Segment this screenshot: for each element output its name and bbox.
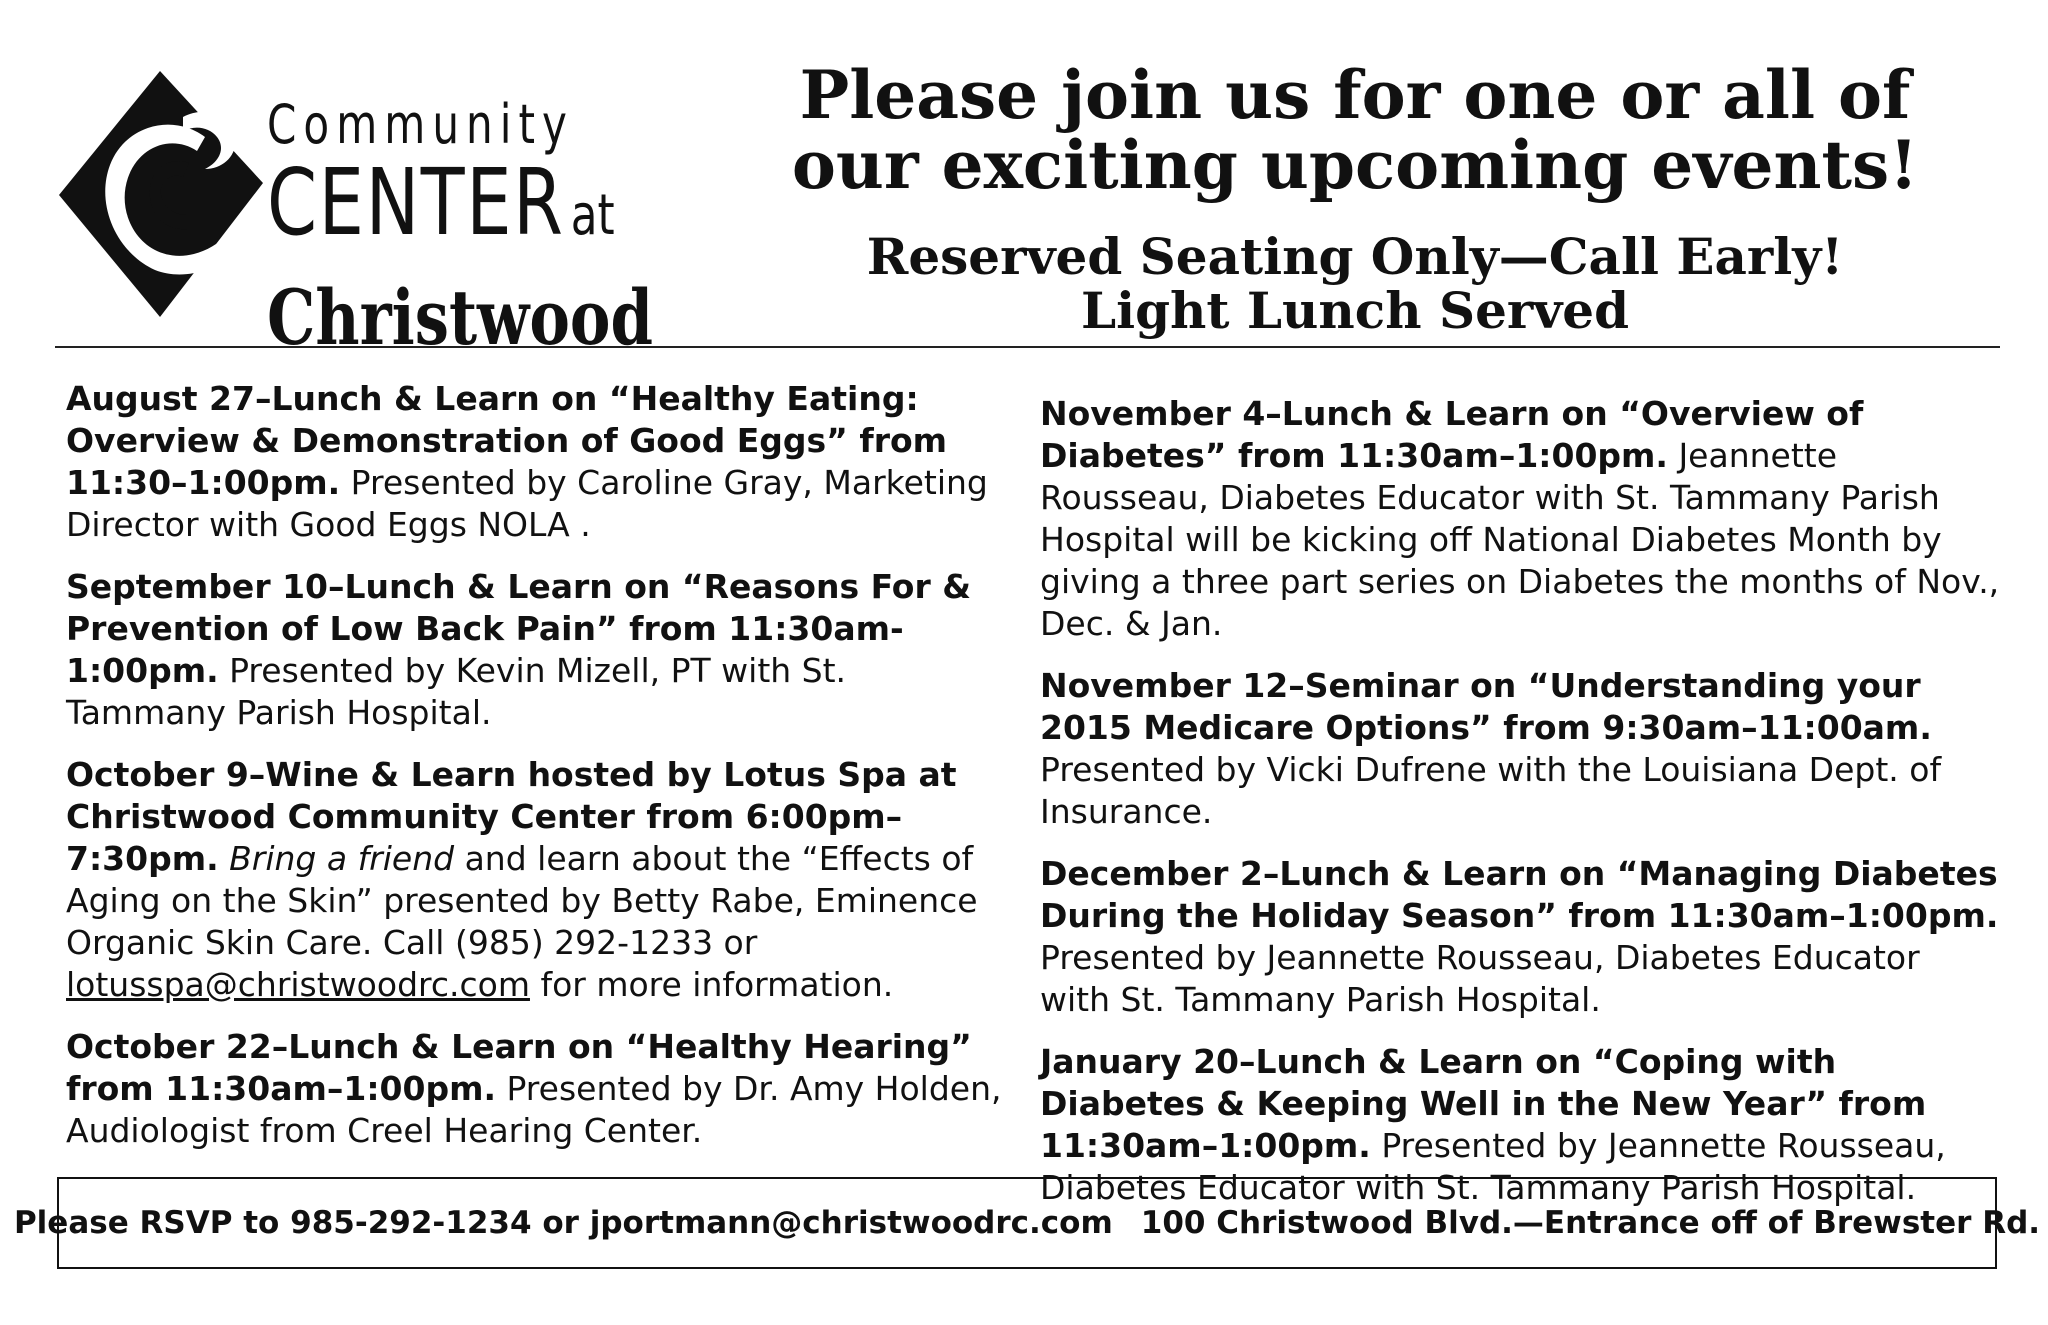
event-details: Presented by Dr. Amy Holden, Audiologist from Creel Hearing Center. xyxy=(66,1069,1002,1150)
lotus-spa-email-link[interactable]: lotusspa@christwoodrc.com xyxy=(66,965,530,1004)
logo-word-community: Community xyxy=(267,93,574,156)
event-title: September 10–Lunch & Learn on “Reasons For & Prevention of Low Back Pain” from 11:30am-1:00pm. xyxy=(66,567,972,690)
event-title: October 9–Wine & Learn hosted by Lotus Spa at Christwood Community Center from 6:00pm–7:30pm. xyxy=(66,755,957,878)
event-details: and learn about the “Effects of Aging on the Skin” presented by Betty Rabe, Eminence Organic Skin Care. Call (985) 292-1233 or xyxy=(66,839,978,962)
header-divider xyxy=(55,346,2000,348)
events-left-column xyxy=(66,378,1006,1172)
event-details: Presented by Jeannette Rousseau, Diabetes Educator with St. Tammany Parish Hospital. xyxy=(1040,1126,1946,1207)
event-title: January 20–Lunch & Learn on “Coping with Diabetes & Keeping Well in the New Year” from 11:30am–1:00pm. xyxy=(1040,1042,1927,1165)
event-item xyxy=(1040,853,2000,1021)
event-details: Presented by Vicki Dufrene with the Louisiana Dept. of Insurance. xyxy=(1040,750,1942,831)
headline-line-1: Please join us for one or all of xyxy=(799,56,1911,134)
address-text: 100 Christwood Blvd.—Entrance off of Brewster Rd. xyxy=(1140,1205,2041,1241)
event-details: Jeannette Rousseau, Diabetes Educator with St. Tammany Parish Hospital will be kicking off National Diabetes Month by giving a three part series on Diabetes the months of Nov., Dec. & Jan. xyxy=(1040,436,2000,643)
subheadline-seating: Reserved Seating Only—Call Early! xyxy=(866,227,1844,286)
diamond-c-logo-icon xyxy=(55,65,270,325)
logo-word-christwood: Christwood xyxy=(267,273,653,362)
subheadline-lunch: Light Lunch Served xyxy=(1080,281,1630,340)
rsvp-text: Please RSVP to 985-292-1234 or jportmann@christwoodrc.com xyxy=(13,1205,1113,1241)
headline-line-2: our exciting upcoming events! xyxy=(791,126,1919,204)
logo-word-center xyxy=(267,149,615,278)
headline xyxy=(770,56,1940,204)
event-title: August 27–Lunch & Learn on “Healthy Eating: Overview & Demonstration of Good Eggs” from 11:30–1:00pm. xyxy=(66,379,948,502)
event-title: November 4–Lunch & Learn on “Overview of Diabetes” from 11:30am–1:00pm. xyxy=(1040,394,1864,475)
event-emphasis: Bring a friend xyxy=(229,839,455,878)
event-item xyxy=(1040,665,2000,833)
event-item xyxy=(66,754,1006,1006)
community-center-logo xyxy=(55,65,653,362)
event-details: Presented by Kevin Mizell, PT with St. Tammany Parish Hospital. xyxy=(66,651,847,732)
event-title: November 12–Seminar on “Understanding your 2015 Medicare Options” from 9:30am–11:00am. xyxy=(1040,666,1932,747)
events-right-column xyxy=(1040,393,2000,1229)
rsvp-footer-box xyxy=(13,1177,2041,1269)
logo-center-text: CENTER xyxy=(267,149,565,256)
event-item xyxy=(1040,393,2000,645)
event-item xyxy=(66,566,1006,734)
event-item xyxy=(66,1026,1006,1152)
event-title: December 2–Lunch & Learn on “Managing Diabetes During the Holiday Season” from 11:30am–1:00pm. xyxy=(1040,854,1999,935)
logo-at-text: at xyxy=(570,183,615,248)
event-details-end: for more information. xyxy=(529,965,894,1004)
event-title: October 22–Lunch & Learn on “Healthy Hearing” from 11:30am–1:00pm. xyxy=(66,1027,972,1108)
event-details: Presented by Jeannette Rousseau, Diabetes Educator with St. Tammany Parish Hospital. xyxy=(1040,938,1920,1019)
event-item xyxy=(66,378,1006,546)
event-details: Presented by Caroline Gray, Marketing Director with Good Eggs NOLA . xyxy=(66,463,988,544)
